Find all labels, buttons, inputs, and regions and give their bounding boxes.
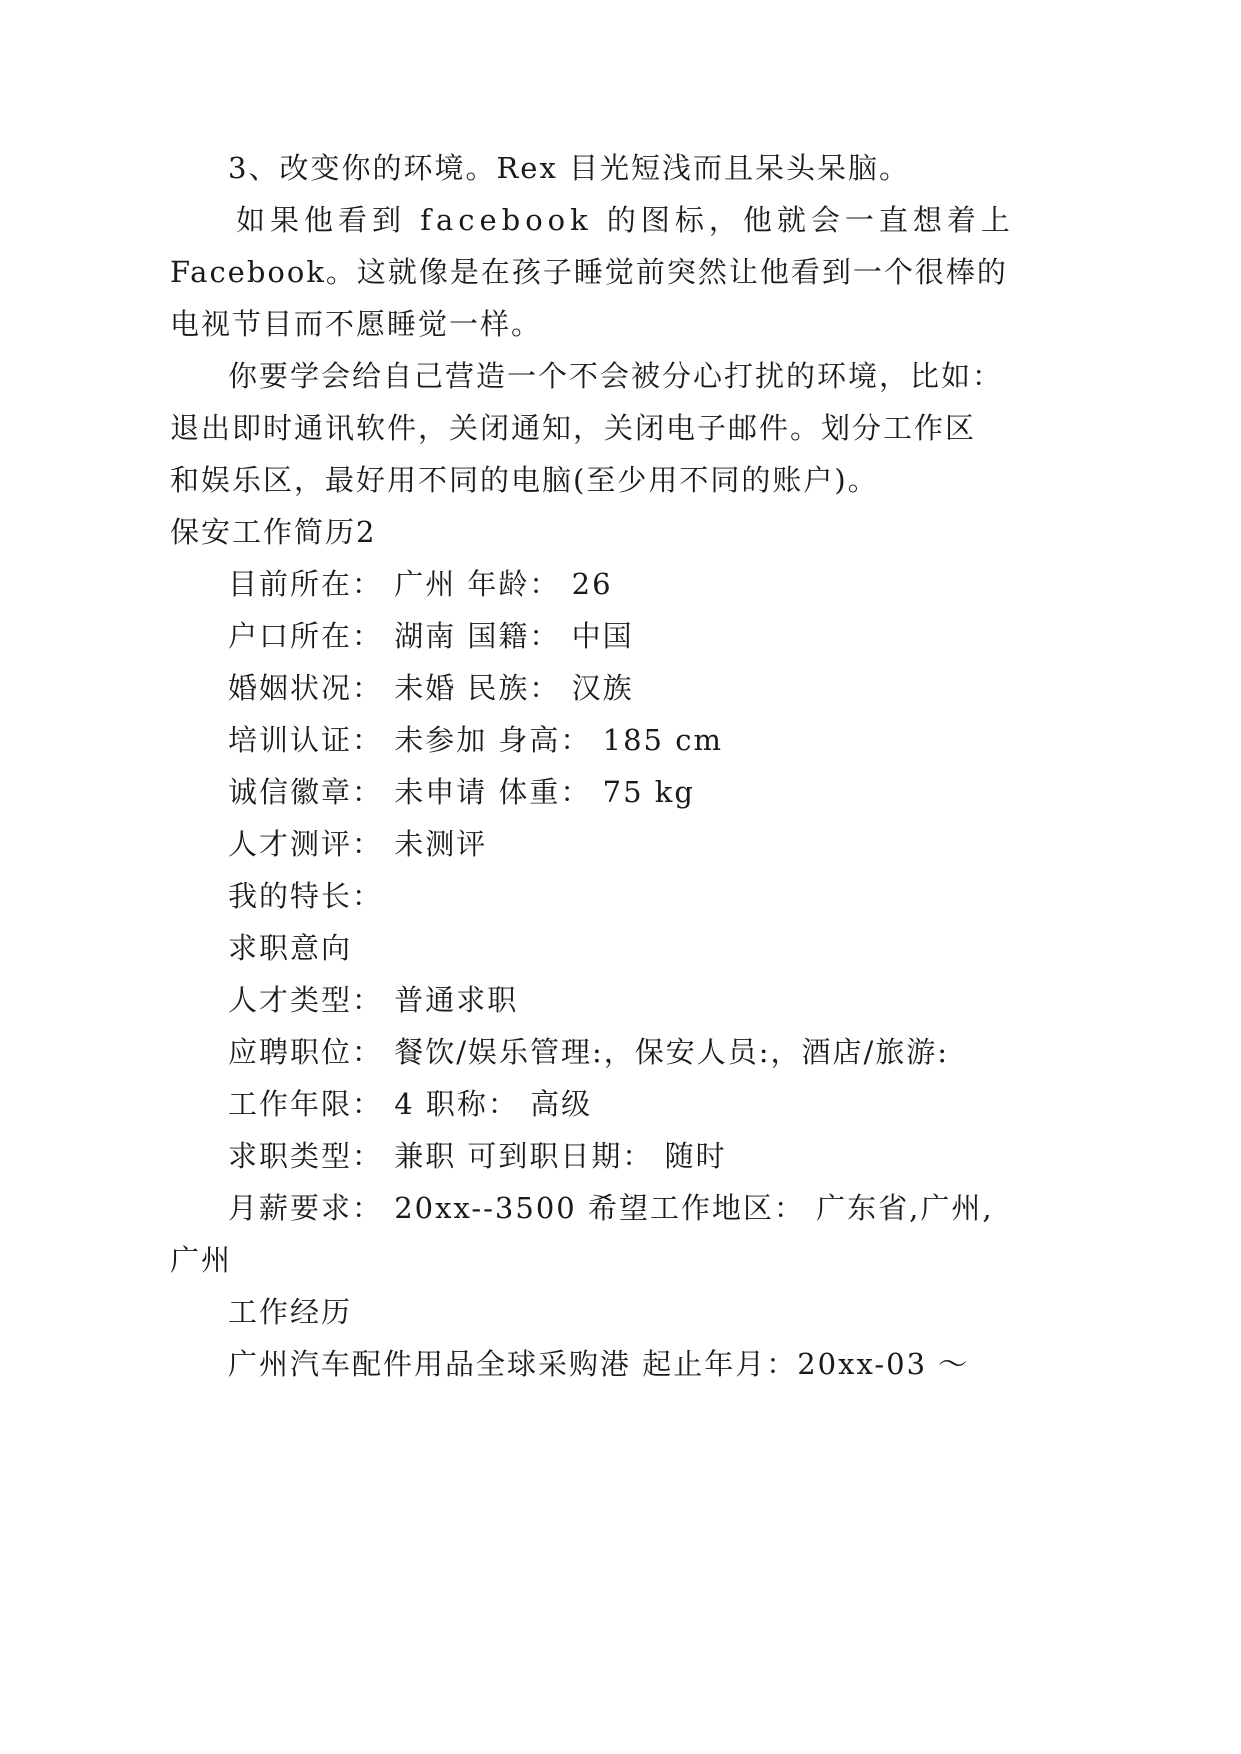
- resume-field: 求职类型： 兼职 可到职日期： 随时: [228, 1139, 727, 1173]
- paragraph-line: 如果他看到 facebook 的图标，他就会一直想着上: [236, 203, 1015, 237]
- section-heading: 工作经历: [228, 1295, 353, 1329]
- section-title: 保安工作简历2: [170, 515, 377, 549]
- resume-field: 月薪要求： 20xx--3500 希望工作地区： 广东省,广州,: [228, 1191, 994, 1225]
- resume-field: 应聘职位： 餐饮/娱乐管理:，保安人员:，酒店/旅游:: [228, 1035, 950, 1069]
- resume-field: 广州: [170, 1243, 233, 1277]
- resume-field: 广州汽车配件用品全球采购港 起止年月：20xx-03 ～: [228, 1347, 970, 1381]
- paragraph-line: 电视节目而不愿睡觉一样。: [170, 307, 543, 341]
- paragraph-line: 3、改变你的环境。Rex 目光短浅而且呆头呆脑。: [228, 151, 911, 185]
- resume-field: 户口所在： 湖南 国籍： 中国: [228, 619, 634, 653]
- paragraph-line: 和娱乐区，最好用不同的电脑(至少用不同的账户)。: [170, 463, 879, 497]
- resume-field: 诚信徽章： 未申请 体重： 75 kg: [228, 775, 695, 809]
- paragraph-line: Facebook。这就像是在孩子睡觉前突然让他看到一个很棒的: [170, 255, 1008, 289]
- resume-field: 我的特长：: [228, 879, 384, 913]
- resume-field: 工作年限： 4 职称： 高级: [228, 1087, 593, 1121]
- section-heading: 求职意向: [228, 931, 353, 965]
- resume-field: 目前所在： 广州 年龄： 26: [228, 567, 613, 601]
- resume-field: 培训认证： 未参加 身高： 185 cm: [228, 723, 723, 757]
- resume-field: 婚姻状况： 未婚 民族： 汉族: [228, 671, 634, 705]
- paragraph-line: 退出即时通讯软件，关闭通知，关闭电子邮件。划分工作区: [170, 411, 977, 445]
- resume-field: 人才测评： 未测评: [228, 827, 488, 861]
- resume-field: 人才类型： 普通求职: [228, 983, 519, 1017]
- paragraph-line: 你要学会给自己营造一个不会被分心打扰的环境，比如：: [228, 359, 1004, 393]
